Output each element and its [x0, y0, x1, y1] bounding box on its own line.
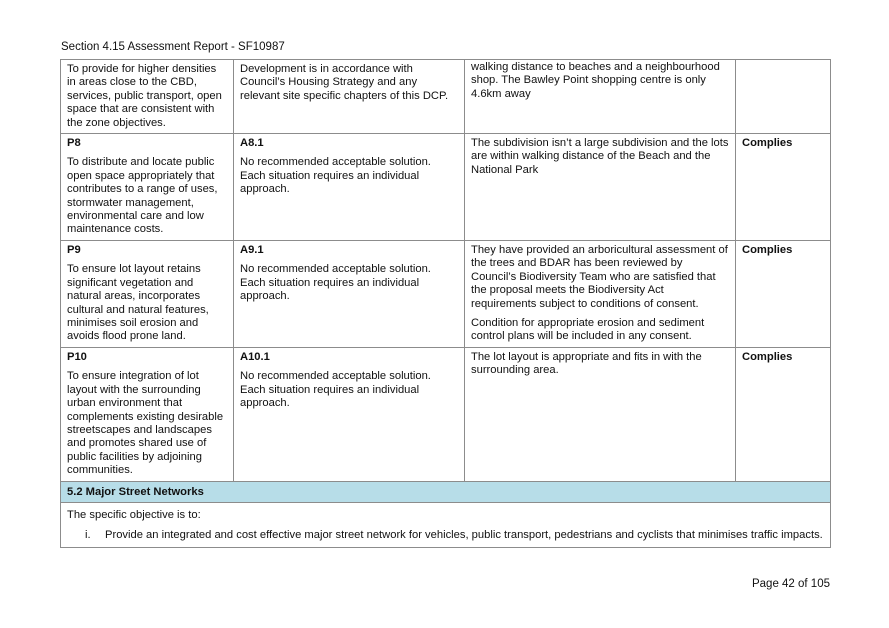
- compliance-cell: [736, 241, 831, 348]
- comment-text: Condition for appropriate erosion and sediment control plans will be included in any consent.: [471, 317, 705, 343]
- compliance-status: Complies: [742, 351, 793, 363]
- table-row: [61, 348, 831, 482]
- section-intro: The specific objective is to:: [67, 509, 201, 522]
- comment-text: The lot layout is appropriate and fits in with the surrounding area.: [471, 351, 702, 377]
- comment-text: They have provided an arboricultural assessment of the trees and BDAR has been reviewed by Council’s Biodiversity Team who are satisfied that the proposal meets the Biodiversity Act requirements subject to conditions of consent.: [471, 244, 728, 310]
- objective-cell: [61, 241, 234, 348]
- objective-code: P9: [67, 244, 81, 256]
- solution-code: A9.1: [240, 244, 264, 256]
- list-item-number: i.: [85, 528, 91, 541]
- solution-cell: [234, 348, 465, 482]
- comments-cell: [465, 134, 736, 241]
- section-heading-row: [61, 482, 831, 503]
- objective-cell: [61, 134, 234, 241]
- page-number: Page 42 of 105: [751, 578, 830, 590]
- table-row: [61, 241, 831, 348]
- compliance-cell: [736, 60, 831, 134]
- compliance-status: Complies: [742, 244, 793, 256]
- solution-text: No recommended acceptable solution. Each situation requires an individual approach.: [240, 263, 431, 303]
- comments-cell: [465, 348, 736, 482]
- table-row: [61, 60, 831, 134]
- comment-text: walking distance to beaches and a neighbourhood shop. The Bawley Point shopping centre is only 4.6km away: [471, 61, 720, 100]
- compliance-cell: [736, 348, 831, 482]
- solution-text: Development is in accordance with Council’s Housing Strategy and any relevant site specific chapters of this DCP.: [240, 63, 449, 102]
- objective-text: To provide for higher densities in areas close to the CBD, services, public transport, open space that are consistent with the zone objectives.: [67, 63, 222, 129]
- objective-cell: [61, 348, 234, 482]
- objective-code: P8: [67, 137, 81, 149]
- comments-cell: [465, 241, 736, 348]
- objective-text: To distribute and locate public open space appropriately that contributes to a range of uses, stormwater management, environmental care and low maintenance costs.: [67, 156, 218, 236]
- solution-code: A10.1: [240, 351, 270, 363]
- objective-text: To ensure lot layout retains significant vegetation and natural areas, incorporates cultural and natural features, minimises soil erosion and avoids flood prone land.: [67, 263, 209, 343]
- objective-text: To ensure integration of lot layout with the surrounding urban environment that complements existing desirable streetscapes and landscapes and promotes shared use of public facilities by adjoining communities.: [67, 370, 224, 477]
- section-objective-cell: [61, 503, 831, 548]
- compliance-status: Complies: [742, 137, 793, 149]
- compliance-cell: [736, 134, 831, 241]
- list-item: [67, 529, 824, 542]
- solution-text: No recommended acceptable solution. Each situation requires an individual approach.: [240, 370, 431, 410]
- objective-cell: [61, 60, 234, 134]
- table-row: [61, 134, 831, 241]
- solution-text: No recommended acceptable solution. Each situation requires an individual approach.: [240, 156, 431, 196]
- page-header: Section 4.15 Assessment Report - SF10987: [61, 41, 285, 53]
- comments-cell: [465, 60, 736, 134]
- objective-code: P10: [67, 351, 87, 363]
- solution-cell: [234, 134, 465, 241]
- comment-text: The subdivision isn’t a large subdivision and the lots are within walking distance of the Beach and the National Park: [471, 137, 729, 176]
- assessment-table: [60, 59, 831, 548]
- solution-cell: [234, 241, 465, 348]
- solution-cell: [234, 60, 465, 134]
- solution-code: A8.1: [240, 137, 264, 149]
- section-heading: 5.2 Major Street Networks: [61, 482, 831, 503]
- list-item-text: Provide an integrated and cost effective major street network for vehicles, public transport, pedestrians and cyclists that minimises traffic impacts.: [105, 528, 823, 541]
- section-objective-row: [61, 503, 831, 548]
